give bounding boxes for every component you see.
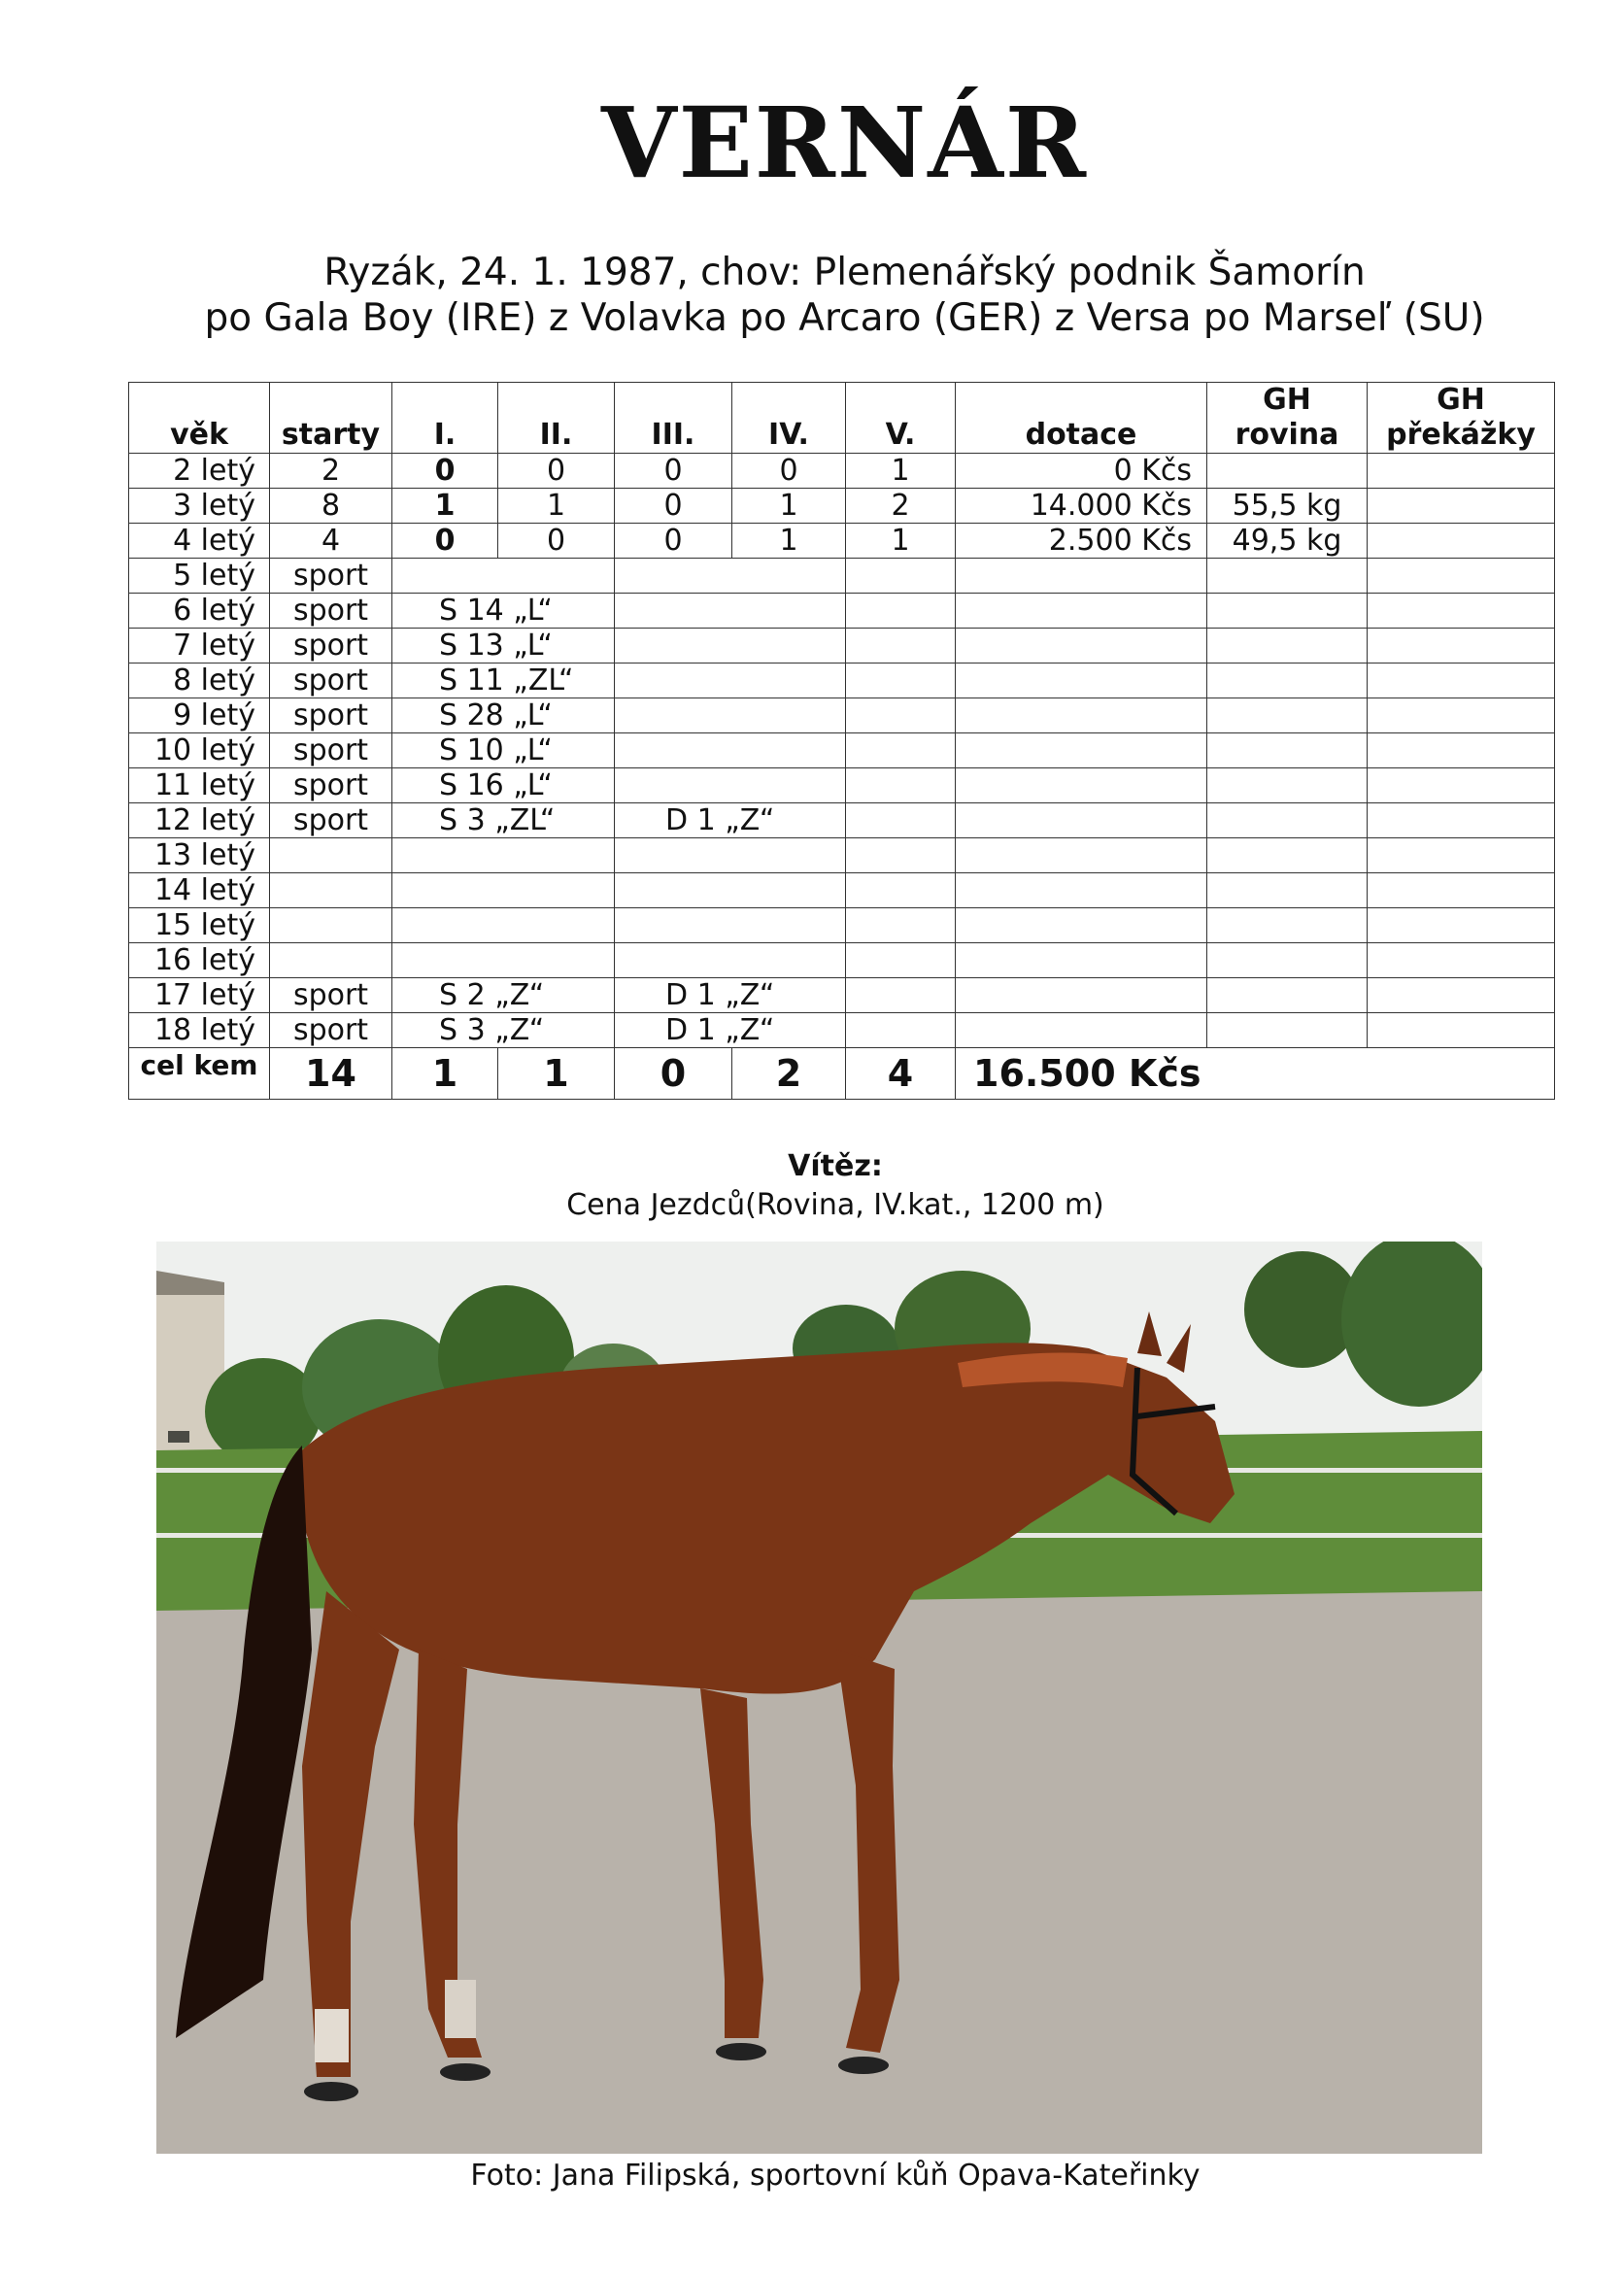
gh-flat-cell: 49,5 kg	[1207, 524, 1368, 559]
table-row	[129, 908, 1555, 943]
age-cell: 16 letý	[129, 943, 270, 978]
place-1-cell: 0	[392, 524, 498, 559]
total-place-5: 4	[846, 1048, 956, 1100]
age-cell: 12 letý	[129, 803, 270, 838]
table-row	[129, 838, 1555, 873]
sport-d-cell	[615, 698, 846, 733]
age-cell: 5 letý	[129, 559, 270, 594]
header-gh-jump	[1368, 383, 1555, 454]
sport-s-cell: S 3 „Z“	[392, 1013, 615, 1048]
place-2-cell: 0	[498, 454, 615, 489]
age-cell: 4 letý	[129, 524, 270, 559]
horse-photo	[156, 1242, 1482, 2154]
sport-d-cell	[615, 559, 846, 594]
sport-d-cell	[615, 664, 846, 698]
table-row	[129, 943, 1555, 978]
table-row	[129, 664, 1555, 698]
header-place-2: II.	[498, 383, 615, 454]
table-row	[129, 594, 1555, 629]
sport-s-cell: S 3 „ZL“	[392, 803, 615, 838]
starts-cell: sport	[270, 629, 392, 664]
place-2-cell: 0	[498, 524, 615, 559]
table-total-row	[129, 1048, 1555, 1100]
table-row	[129, 1013, 1555, 1048]
table-row	[129, 803, 1555, 838]
photo-caption: Foto: Jana Filipská, sportovní kůň Opava-Kateřinky	[470, 2159, 1201, 2193]
starts-cell: sport	[270, 698, 392, 733]
gh-jump-cell	[1368, 524, 1555, 559]
place-3-cell: 0	[615, 524, 732, 559]
horse-name-title: VERNÁR	[600, 85, 1088, 200]
sport-s-cell	[392, 873, 615, 908]
sport-d-cell	[615, 768, 846, 803]
table-row	[129, 733, 1555, 768]
age-cell: 7 letý	[129, 629, 270, 664]
place-1-cell: 1	[392, 489, 498, 524]
starts-cell	[270, 943, 392, 978]
total-starts: 14	[270, 1048, 392, 1100]
total-prize: 16.500 Kčs	[956, 1048, 1555, 1100]
sport-s-cell: S 16 „L“	[392, 768, 615, 803]
sport-s-cell: S 28 „L“	[392, 698, 615, 733]
total-label: cel kem	[129, 1048, 270, 1100]
place-1-cell: 0	[392, 454, 498, 489]
header-age: věk	[129, 383, 270, 454]
starts-cell: 8	[270, 489, 392, 524]
sport-s-cell: S 11 „ZL“	[392, 664, 615, 698]
place-5-cell: 2	[846, 489, 956, 524]
sport-d-cell	[615, 838, 846, 873]
sport-d-cell: D 1 „Z“	[615, 978, 846, 1013]
winner-race: Cena Jezdců(Rovina, IV.kat., 1200 m)	[566, 1188, 1104, 1222]
sport-d-cell	[615, 943, 846, 978]
sport-s-cell	[392, 908, 615, 943]
starts-cell: sport	[270, 733, 392, 768]
age-cell: 3 letý	[129, 489, 270, 524]
place-5-cell: 1	[846, 454, 956, 489]
place-4-cell: 1	[732, 524, 846, 559]
sport-s-cell	[392, 838, 615, 873]
header-place-5: V.	[846, 383, 956, 454]
starts-cell: sport	[270, 664, 392, 698]
header-place-3: III.	[615, 383, 732, 454]
gh-flat-cell: 55,5 kg	[1207, 489, 1368, 524]
starts-cell: 4	[270, 524, 392, 559]
header-starts: starty	[270, 383, 392, 454]
sport-s-cell	[392, 559, 615, 594]
age-cell: 18 letý	[129, 1013, 270, 1048]
table-row	[129, 978, 1555, 1013]
header-place-1: I.	[392, 383, 498, 454]
age-cell: 14 letý	[129, 873, 270, 908]
sport-d-cell	[615, 873, 846, 908]
age-cell: 10 letý	[129, 733, 270, 768]
age-cell: 13 letý	[129, 838, 270, 873]
sport-d-cell	[615, 629, 846, 664]
table-row	[129, 873, 1555, 908]
age-cell: 15 letý	[129, 908, 270, 943]
total-place-3: 0	[615, 1048, 732, 1100]
age-cell: 9 letý	[129, 698, 270, 733]
age-cell: 17 letý	[129, 978, 270, 1013]
table-row	[129, 698, 1555, 733]
place-5-cell: 1	[846, 524, 956, 559]
prize-cell: 14.000 Kčs	[956, 489, 1207, 524]
place-3-cell: 0	[615, 454, 732, 489]
sport-d-cell	[615, 908, 846, 943]
sport-d-cell: D 1 „Z“	[615, 1013, 846, 1048]
place-4-cell: 1	[732, 489, 846, 524]
header-gh-jump-line2: překážky	[1386, 418, 1536, 452]
table-row	[129, 454, 1555, 489]
place-3-cell: 0	[615, 489, 732, 524]
starts-cell: 2	[270, 454, 392, 489]
header-gh-flat	[1207, 383, 1368, 454]
table-row	[129, 629, 1555, 664]
total-place-4: 2	[732, 1048, 846, 1100]
starts-cell	[270, 838, 392, 873]
sport-s-cell: S 14 „L“	[392, 594, 615, 629]
place-4-cell: 0	[732, 454, 846, 489]
breeding-info: Ryzák, 24. 1. 1987, chov: Plemenářský podnik Šamorín	[323, 251, 1366, 294]
table-row	[129, 559, 1555, 594]
header-prize: dotace	[956, 383, 1207, 454]
gh-jump-cell	[1368, 489, 1555, 524]
age-cell: 11 letý	[129, 768, 270, 803]
table-header-row	[129, 383, 1555, 454]
sport-s-cell: S 10 „L“	[392, 733, 615, 768]
table-row	[129, 489, 1555, 524]
starts-cell: sport	[270, 978, 392, 1013]
age-cell: 8 letý	[129, 664, 270, 698]
header-gh-flat-line2: rovina	[1235, 418, 1339, 452]
gh-jump-cell	[1368, 454, 1555, 489]
header-gh-flat-line1: GH	[1263, 383, 1311, 417]
sport-s-cell: S 13 „L“	[392, 629, 615, 664]
horse-photo-illustration	[156, 1242, 1482, 2154]
place-2-cell: 1	[498, 489, 615, 524]
age-cell: 2 letý	[129, 454, 270, 489]
winner-label: Vítěz:	[788, 1149, 883, 1183]
table-row	[129, 768, 1555, 803]
starts-cell: sport	[270, 803, 392, 838]
starts-cell	[270, 908, 392, 943]
sport-s-cell	[392, 943, 615, 978]
starts-cell: sport	[270, 1013, 392, 1048]
pedigree-info: po Gala Boy (IRE) z Volavka po Arcaro (GER) z Versa po Marseľ (SU)	[204, 296, 1485, 340]
header-place-4: IV.	[732, 383, 846, 454]
total-place-1: 1	[392, 1048, 498, 1100]
prize-cell: 2.500 Kčs	[956, 524, 1207, 559]
sport-d-cell	[615, 733, 846, 768]
age-cell: 6 letý	[129, 594, 270, 629]
starts-cell: sport	[270, 594, 392, 629]
sport-s-cell: S 2 „Z“	[392, 978, 615, 1013]
sport-d-cell: D 1 „Z“	[615, 803, 846, 838]
prize-cell: 0 Kčs	[956, 454, 1207, 489]
header-gh-jump-line1: GH	[1437, 383, 1485, 417]
starts-cell	[270, 873, 392, 908]
racing-record-table	[128, 382, 1555, 1100]
starts-cell: sport	[270, 559, 392, 594]
gh-flat-cell	[1207, 454, 1368, 489]
table-row	[129, 524, 1555, 559]
sport-d-cell	[615, 594, 846, 629]
total-place-2: 1	[498, 1048, 615, 1100]
starts-cell: sport	[270, 768, 392, 803]
